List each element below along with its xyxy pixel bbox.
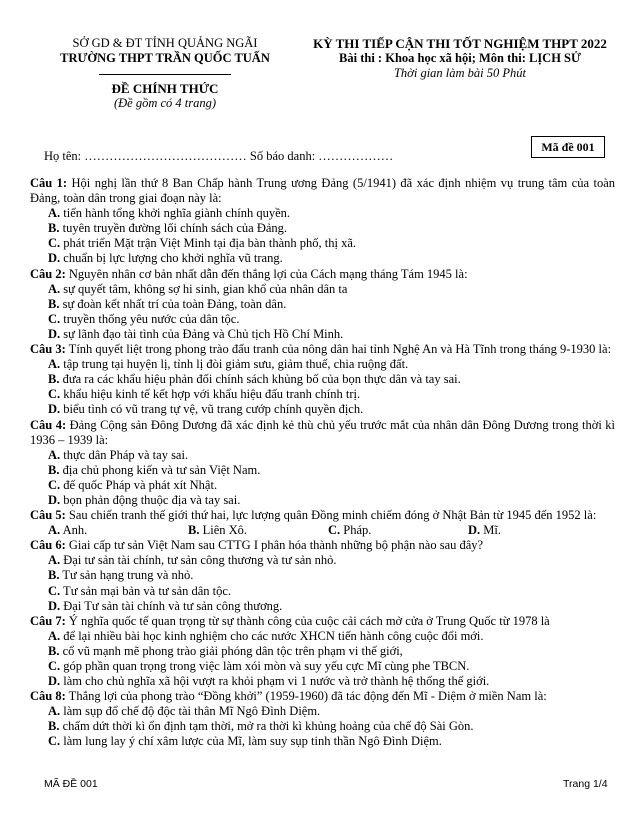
option-letter: C. [48, 477, 61, 492]
answer-option-c [328, 523, 468, 538]
school-name: TRƯỜNG THPT TRẦN QUỐC TUẤN [60, 51, 270, 65]
option-letter: B. [48, 462, 60, 477]
question-stem [30, 614, 615, 629]
question-stem [30, 538, 615, 553]
question-stem [30, 418, 615, 448]
question-text: Sau chiến tranh thế giới thứ hai, lực lượng quân Đồng minh chiếm đóng ở Nhật Bản từ 1945 đến 1952 là: [65, 508, 597, 523]
answer-option-b [30, 463, 615, 478]
option-text: truyền thống yêu nước của dân tộc. [60, 311, 240, 326]
option-letter: C. [48, 387, 61, 402]
question-stem [30, 508, 615, 523]
option-letter: A. [48, 281, 61, 296]
answer-option-c [30, 387, 615, 402]
option-letter: D. [48, 402, 61, 417]
answer-option-b [188, 523, 328, 538]
question-text: Tính quyết liệt trong phong trào đấu tranh của nông dân hai tỉnh Nghệ An và Hà Tĩnh trong tháng 9-1930 là: [65, 342, 612, 357]
answer-option-d [30, 402, 615, 417]
question-7 [30, 614, 615, 689]
option-text: làm lung lay ý chí xâm lược của Mĩ, làm suy sụp tinh thần Ngô Đình Diệm. [60, 734, 442, 749]
question-6 [30, 538, 615, 613]
option-text: Đại Tư sản tài chính và tư sản công thương. [60, 598, 283, 613]
question-text: Giai cấp tư sản Việt Nam sau CTTG I phân hóa thành những bộ phận nào sau đây? [65, 538, 484, 553]
answer-option-d [30, 674, 615, 689]
option-letter: A. [48, 704, 61, 719]
option-letter: D. [48, 251, 61, 266]
header-divider [99, 74, 231, 75]
answer-option-c [30, 312, 615, 327]
option-letter: A. [48, 553, 61, 568]
answer-option-a [30, 282, 615, 297]
option-text: góp phần quan trọng trong việc làm xói mòn và suy yếu cực Mĩ cùng phe TBCN. [60, 659, 470, 673]
answer-option-a [30, 206, 615, 221]
option-letter: B. [48, 643, 60, 658]
question-stem [30, 176, 615, 206]
option-text: Tư sản hạng trung và nhỏ. [59, 568, 194, 583]
answer-option-a [48, 523, 188, 538]
answer-option-a [30, 704, 615, 719]
option-letter: B. [188, 523, 200, 538]
question-5 [30, 508, 615, 538]
answer-option-b [30, 719, 615, 734]
question-text: Thắng lợi của phong trào “Đồng khởi” (1959-1960) đã tác động đến Mĩ - Diệm ở miền Nam là: [65, 689, 547, 704]
option-text: tập trung tại huyện lị, tỉnh lị đòi giảm sưu, giảm thuế, chia ruộng đất. [60, 357, 409, 372]
question-text: Hội nghị lần thứ 8 Ban Chấp hành Trung ương Đảng (5/1941) đã xác định nhiệm vụ trung tâm của toàn Đảng, toàn dân trong giai đoạn này là: [30, 176, 615, 206]
answer-option-b [30, 221, 615, 236]
answer-option-d [30, 251, 615, 266]
answer-options-row [30, 523, 615, 538]
footer-page-number: Trang 1/4 [563, 778, 608, 790]
answer-option-c [30, 478, 615, 493]
option-text: khẩu hiệu kinh tế kết hợp với khẩu hiệu đấu tranh chính trị. [60, 387, 361, 402]
question-label: Câu 1: [30, 176, 68, 190]
option-text: cổ vũ mạnh mẽ phong trào giải phóng dân tộc trên phạm vi thế giới, [59, 643, 403, 658]
option-text: phát triển Mặt trận Việt Minh tại địa bàn thành phố, thị xã. [60, 236, 356, 251]
question-label: Câu 3: [30, 342, 66, 357]
option-letter: B. [48, 221, 60, 236]
option-text: làm sụp đổ chế độ độc tài thân Mĩ Ngô Đình Diệm. [60, 704, 321, 719]
pages-note: (Đề gồm có 4 trang) [113, 96, 217, 110]
option-text: biểu tình có vũ trang tự vệ, vũ trang cướp chính quyền địch. [60, 402, 364, 417]
question-text: Đảng Cộng sản Đông Dương đã xác định kẻ thù chủ yếu trước mắt của nhân dân Đông Dương trong thời kì 1936 – 1939 là: [30, 417, 615, 447]
answer-option-b [30, 372, 615, 387]
option-text: Anh. [60, 523, 88, 538]
question-label: Câu 4: [30, 417, 67, 432]
footer-exam-code: MÃ ĐỀ 001 [44, 778, 98, 790]
option-text: bọn phản động thuộc địa và tay sai. [60, 492, 241, 507]
answer-option-a [30, 357, 615, 372]
question-2 [30, 267, 615, 342]
answer-option-a [30, 553, 615, 568]
question-text: Nguyên nhân cơ bản nhất dẫn đến thắng lợi của Cách mạng tháng Tám 1945 là: [65, 266, 468, 281]
option-text: sự lãnh đạo tài tình của Đảng và Chủ tịch Hồ Chí Minh. [60, 326, 344, 341]
answer-option-c [30, 734, 615, 749]
option-letter: A. [48, 447, 61, 462]
answer-option-b [30, 644, 615, 659]
question-label: Câu 5: [30, 508, 66, 523]
exam-code-box: Mã đề 001 [531, 136, 605, 158]
option-letter: A. [48, 628, 61, 643]
option-text: làm cho chủ nghĩa xã hội vượt ra khỏi phạm vi 1 nước và trở thành hệ thống thế giới. [60, 674, 490, 689]
option-letter: C. [48, 659, 61, 673]
option-letter: D. [48, 326, 61, 341]
answer-option-c [30, 236, 615, 251]
student-info-line: Họ tên: ………………………………… Số báo danh: ……………… [44, 149, 394, 163]
option-letter: C. [48, 236, 61, 251]
question-4 [30, 418, 615, 509]
option-letter: B. [48, 296, 60, 311]
question-1 [30, 176, 615, 267]
option-text: Liên Xô. [199, 523, 248, 538]
option-letter: C. [48, 734, 61, 749]
question-label: Câu 2: [30, 266, 66, 281]
answer-option-d [468, 523, 608, 538]
question-stem [30, 689, 615, 704]
answer-option-d [30, 493, 615, 508]
option-text: Pháp. [340, 523, 372, 538]
option-text: chuẩn bị lực lượng cho khởi nghĩa vũ trang. [60, 251, 283, 266]
option-text: Tư sản mại bản và tư sản dân tộc. [60, 583, 232, 598]
official-label: ĐỀ CHÍNH THỨC [111, 81, 219, 96]
answer-option-b [30, 297, 615, 312]
option-letter: A. [48, 523, 61, 538]
question-stem [30, 267, 615, 282]
option-letter: B. [48, 568, 60, 583]
exam-time: Thời gian làm bài 50 Phút [393, 66, 527, 80]
answer-option-a [30, 448, 615, 463]
option-text: Đại tư sản tài chính, tư sản công thương và tư sản nhỏ. [60, 553, 337, 568]
question-stem [30, 342, 615, 357]
department-name: SỞ GD & ĐT TỈNH QUẢNG NGÃI [72, 36, 258, 50]
option-text: để lại nhiều bài học kinh nghiệm cho các nước XHCN tiến hành công cuộc đổi mới. [60, 628, 484, 643]
question-list [30, 176, 615, 750]
question-3 [30, 342, 615, 417]
answer-option-c [30, 584, 615, 599]
option-text: tiến hành tổng khởi nghĩa giành chính quyền. [60, 206, 290, 221]
option-letter: C. [48, 311, 61, 326]
option-text: đưa ra các khẩu hiệu phản đối chính sách khủng bố của bọn thực dân và tay sai. [59, 372, 461, 387]
answer-option-b [30, 568, 615, 583]
exam-header [310, 36, 610, 81]
option-letter: D. [48, 492, 61, 507]
option-letter: B. [48, 719, 60, 734]
exam-subject: Bài thi : Khoa học xã hội; Môn thi: LỊCH SỬ [339, 51, 581, 65]
option-letter: C. [48, 583, 61, 598]
answer-option-c [30, 659, 615, 674]
option-text: chấm dứt thời kì ổn định tạm thời, mở ra thời kì khủng hoảng của chế độ Sài Gòn. [59, 719, 474, 734]
question-8 [30, 689, 615, 749]
option-text: đế quốc Pháp và phát xít Nhật. [60, 477, 218, 492]
question-text: Ý nghĩa quốc tế quan trọng từ sự thành công của cuộc cải cách mở cửa ở Trung Quốc từ 1978 là [65, 613, 550, 628]
option-text: tuyên truyền đường lối chính sách của Đảng. [59, 221, 288, 236]
option-text: địa chủ phong kiến và tư sản Việt Nam. [59, 462, 261, 477]
answer-option-a [30, 629, 615, 644]
exam-title: KỲ THI TIẾP CẬN THI TỐT NGHIỆM THPT 2022 [313, 36, 607, 51]
option-letter: A. [48, 206, 61, 221]
option-text: thực dân Pháp và tay sai. [60, 447, 189, 462]
option-letter: D. [48, 674, 61, 689]
answer-option-d [30, 599, 615, 614]
option-text: Mĩ. [480, 523, 501, 538]
option-letter: D. [468, 523, 481, 538]
option-letter: B. [48, 372, 60, 387]
option-letter: C. [328, 523, 341, 538]
option-text: sự đoàn kết nhất trí của toàn Đảng, toàn dân. [59, 296, 287, 311]
question-label: Câu 8: [30, 689, 66, 704]
question-label: Câu 6: [30, 538, 66, 553]
option-letter: A. [48, 357, 61, 372]
question-label: Câu 7: [30, 613, 66, 628]
option-letter: D. [48, 598, 61, 613]
answer-option-d [30, 327, 615, 342]
option-text: sự quyết tâm, không sợ hi sinh, gian khổ của nhân dân ta [60, 281, 348, 296]
school-header [40, 36, 290, 111]
